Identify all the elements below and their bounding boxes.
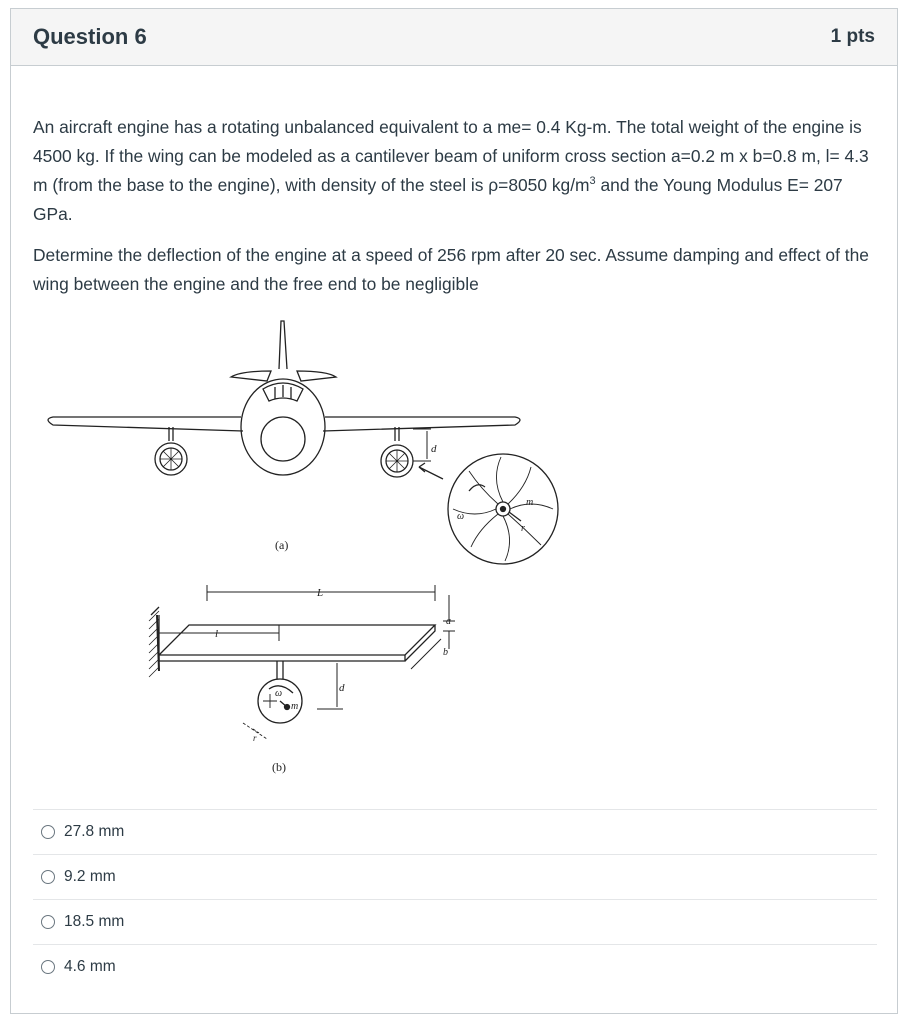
answer-option-1[interactable] — [33, 809, 877, 854]
figure-label-b: (b) — [272, 760, 286, 774]
symbol-a: a — [446, 616, 451, 627]
question-paragraph-1 — [33, 113, 883, 229]
answer-option-4[interactable] — [33, 944, 877, 989]
answer-list — [33, 809, 877, 989]
question-card — [10, 8, 898, 1014]
radio-button[interactable] — [41, 870, 55, 884]
symbol-r-top: r — [521, 523, 525, 534]
symbol-l: l — [215, 628, 219, 640]
symbol-d-top: d — [431, 443, 437, 455]
answer-label[interactable]: 9.2 mm — [64, 868, 116, 885]
question-header — [11, 9, 897, 66]
radio-button[interactable] — [41, 960, 55, 974]
answer-option-2[interactable] — [33, 854, 877, 899]
answer-label[interactable]: 18.5 mm — [64, 913, 125, 930]
paragraph-1-text-end: and the Young Modulus E= 207 GPa. — [33, 175, 843, 224]
symbol-b: b — [443, 647, 448, 658]
question-points: 1 pts — [830, 26, 875, 47]
symbol-omega-top: ω — [457, 511, 465, 522]
symbol-omega-bottom: ω — [275, 688, 283, 699]
aircraft-engine-figure — [31, 309, 571, 779]
symbol-r-bottom: r — [253, 733, 257, 743]
answer-label[interactable]: 27.8 mm — [64, 823, 125, 840]
answer-label[interactable]: 4.6 mm — [64, 958, 116, 975]
symbol-m-top: m — [526, 497, 534, 508]
question-paragraph-2: Determine the deflection of the engine at a speed of 256 rpm after 20 sec. Assume damping and effect of the wing between the engine and the free end to be negligible — [33, 245, 869, 294]
radio-button[interactable] — [41, 915, 55, 929]
radio-button[interactable] — [41, 825, 55, 839]
question-title: Question 6 — [33, 24, 147, 49]
paragraph-1-superscript: 3 — [589, 175, 596, 188]
figure-label-a: (a) — [275, 538, 289, 552]
answer-option-3[interactable] — [33, 899, 877, 944]
symbol-m-bottom: m — [291, 701, 299, 712]
symbol-L: L — [317, 587, 324, 599]
paragraph-1-text: An aircraft engine has a rotating unbalanced equivalent to a me= 0.4 Kg-m. The total weight of the engine is 4500 kg. If the wing can be modeled as a cantilever beam of uniform cross section a=0.2 m x b=0.8 m, l= 4.3 m (from the base to the engine), with density of the steel is ρ=8050 kg/m — [33, 117, 869, 195]
symbol-d-bottom: d — [339, 682, 345, 694]
